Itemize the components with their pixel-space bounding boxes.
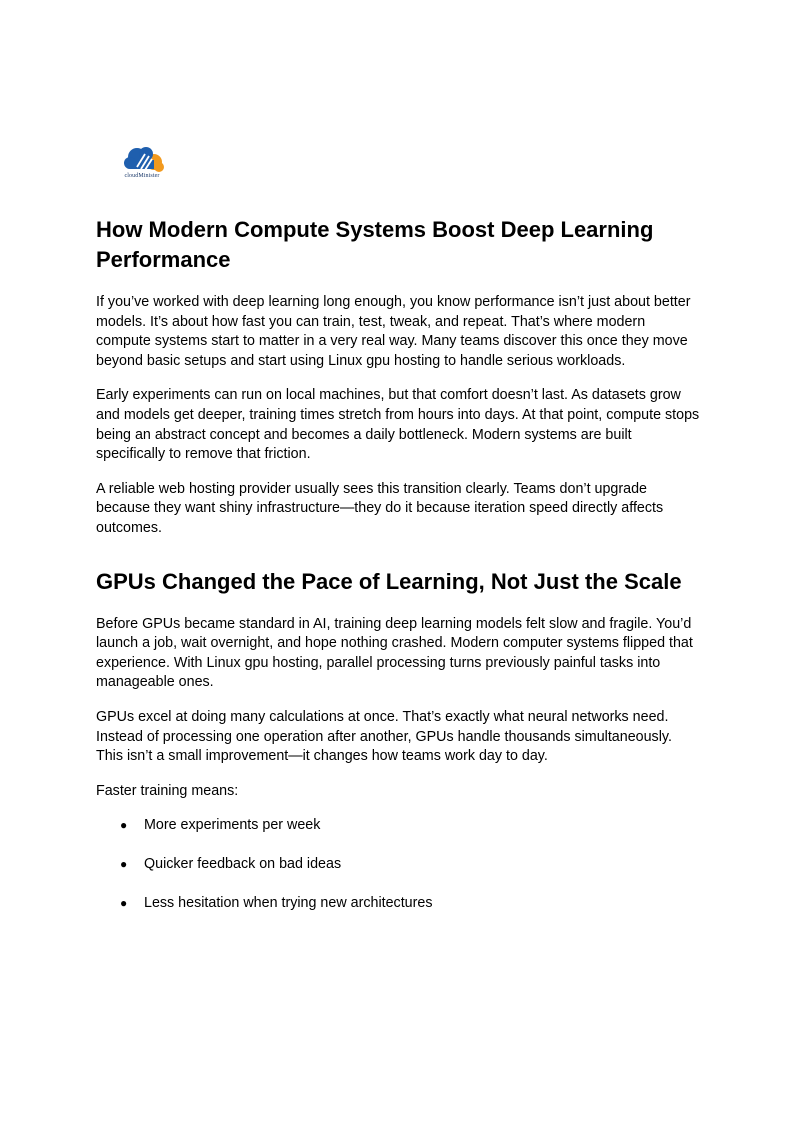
intro-paragraph-2: Early experiments can run on local machines, but that comfort doesn’t last. As datasets grow and models get deeper, training times stretch from hours into days. At that point, compute stops being an abstract concept and becomes a daily bottleneck. Modern systems are built specifically to remove that friction. [96, 387, 700, 463]
bullet-icon: ● [120, 857, 128, 872]
section-heading: GPUs Changed the Pace of Learning, Not Just the Scale [96, 568, 682, 594]
article-title: How Modern Compute Systems Boost Deep Learning Performance [96, 217, 654, 272]
list-item [96, 894, 701, 914]
list-item-text: More experiments per week [144, 817, 321, 834]
list-item [96, 855, 701, 875]
benefits-list [96, 816, 701, 914]
logo-text: cloudMinister [124, 173, 160, 179]
company-logo [115, 146, 169, 182]
article-content [96, 215, 701, 934]
cloud-server-logo-icon [115, 146, 169, 174]
section-paragraph-1: Before GPUs became standard in AI, training deep learning models felt slow and fragile. You’d launch a job, wait overnight, and hope nothing crashed. Modern computer systems flipped that experience. With Linux gpu hosting, parallel processing turns previously painful tasks into manageable ones. [96, 615, 693, 691]
list-item-text: Quicker feedback on bad ideas [144, 856, 342, 873]
bullet-icon: ● [120, 818, 128, 833]
list-item [96, 816, 701, 836]
list-item-text: Less hesitation when trying new architectures [144, 895, 433, 912]
bullet-icon: ● [120, 896, 128, 911]
intro-paragraph-1: If you’ve worked with deep learning long enough, you know performance isn’t just about better models. It’s about how fast you can train, test, tweak, and repeat. That’s where modern compute systems start to matter in a very real way. Many teams discover this once they move beyond basic setups and start using Linux gpu hosting to handle serious workloads. [96, 294, 691, 369]
intro-paragraph-3: A reliable web hosting provider usually sees this transition clearly. Teams don’t upgrade because they want shiny infrastructure—they do it because iteration speed directly affects outcomes. [96, 480, 664, 536]
section-paragraph-2: GPUs excel at doing many calculations at once. That’s exactly what neural networks need. Instead of processing one operation after another, GPUs handle thousands simultaneously. This isn’t a small improvement—it changes how teams work day to day. [96, 708, 672, 765]
section-paragraph-3: Faster training means: [96, 782, 239, 799]
